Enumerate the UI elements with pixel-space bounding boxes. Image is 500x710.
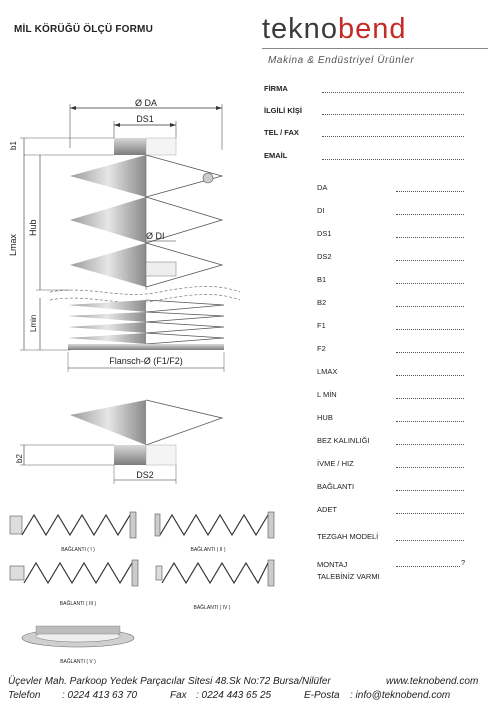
label-ds1: DS1 (136, 114, 154, 124)
footer-fax-label: Fax (170, 690, 187, 701)
footer-address: Üçevler Mah. Parkoop Yedek Parçacılar Sitesi 48.Sk No:72 Bursa/Nilüfer (8, 676, 331, 687)
label-lmin: Lmin (29, 314, 38, 332)
measure-label-tezgah: TEZGAH MODELİ (317, 532, 379, 541)
label-b2: b2 (15, 454, 24, 463)
form-title: MİL KÖRÜĞÜ ÖLÇÜ FORMU (14, 24, 154, 35)
label-ds2: DS2 (136, 470, 154, 480)
connection-label-4: BAĞLANTI ( IV ) (193, 605, 231, 611)
connection-5 (22, 626, 134, 665)
measure-label-f2: F2 (317, 344, 326, 353)
connection-1 (10, 512, 136, 553)
montaj-label-2: TALEBİNİZ VARMI (317, 572, 380, 581)
measure-label-da: DA (317, 183, 328, 192)
label-hub: Hub (28, 219, 38, 236)
connection-label-2: BAĞLANTI ( II ) (190, 547, 226, 553)
contact-label-tel: TEL / FAX (264, 128, 299, 137)
measure-label-b2: B2 (317, 298, 327, 307)
measure-label-ds2: DS2 (317, 252, 332, 261)
dim-ds1 (114, 114, 176, 138)
label-b1: b1 (9, 141, 18, 150)
footer-web[interactable]: www.teknobend.com (386, 676, 479, 687)
measure-label-lmin: L MİN (317, 390, 337, 399)
footer-email[interactable]: : info@teknobend.com (350, 690, 451, 701)
brand-tagline: Makina & Endüstriyel Ürünler (268, 55, 415, 66)
footer-fax: : 0224 443 65 25 (196, 690, 272, 701)
measure-label-adet: ADET (317, 505, 338, 514)
label-di: Ø DI (146, 231, 165, 241)
measure-label-ivme: İVME / HIZ (317, 459, 354, 468)
dim-flansch (68, 352, 224, 372)
bellows-cones (70, 155, 222, 290)
lower-detail (15, 400, 222, 484)
connection-2 (155, 512, 274, 553)
footer-tel: : 0224 413 63 70 (62, 690, 138, 701)
brand-part2: bend (337, 13, 407, 45)
connection-label-5: BAĞLANTI ( V ) (60, 659, 96, 665)
bottom-flange (68, 344, 224, 350)
connection-label-1: BAĞLANTI ( I ) (61, 547, 95, 553)
connection-3 (10, 560, 138, 607)
compressed-bellows (68, 300, 224, 350)
measure-label-lmax: LMAX (317, 367, 338, 376)
montaj-label-1: MONTAJ (317, 560, 348, 569)
montaj-question-mark: ? (461, 558, 466, 567)
label-da: Ø DA (134, 98, 158, 108)
measure-label-bez: BEZ KALINLIĞI (317, 436, 370, 445)
connection-label-3: BAĞLANTI ( III ) (59, 601, 97, 607)
contact-label-firma: FİRMA (264, 84, 288, 93)
footer-tel-label: Telefon (8, 690, 41, 701)
footer-email-label: E-Posta (304, 690, 340, 701)
measure-label-baglanti: BAĞLANTI (317, 482, 355, 491)
measure-label-di: DI (317, 206, 325, 215)
connection-4 (156, 560, 274, 611)
contact-label-kisi: İLGİLİ KİŞİ (264, 106, 302, 115)
measure-label-hub: HUB (317, 413, 333, 422)
brand-part1: tekno (262, 13, 338, 45)
contact-label-email: EMAİL (264, 151, 288, 160)
measure-label-b1: B1 (317, 275, 327, 284)
measure-label-ds1: DS1 (317, 229, 332, 238)
measure-label-f1: F1 (317, 321, 326, 330)
top-flange (114, 138, 146, 155)
label-lmax: Lmax (8, 233, 18, 256)
label-flansch: Flansch-Ø (F1/F2) (109, 356, 183, 366)
